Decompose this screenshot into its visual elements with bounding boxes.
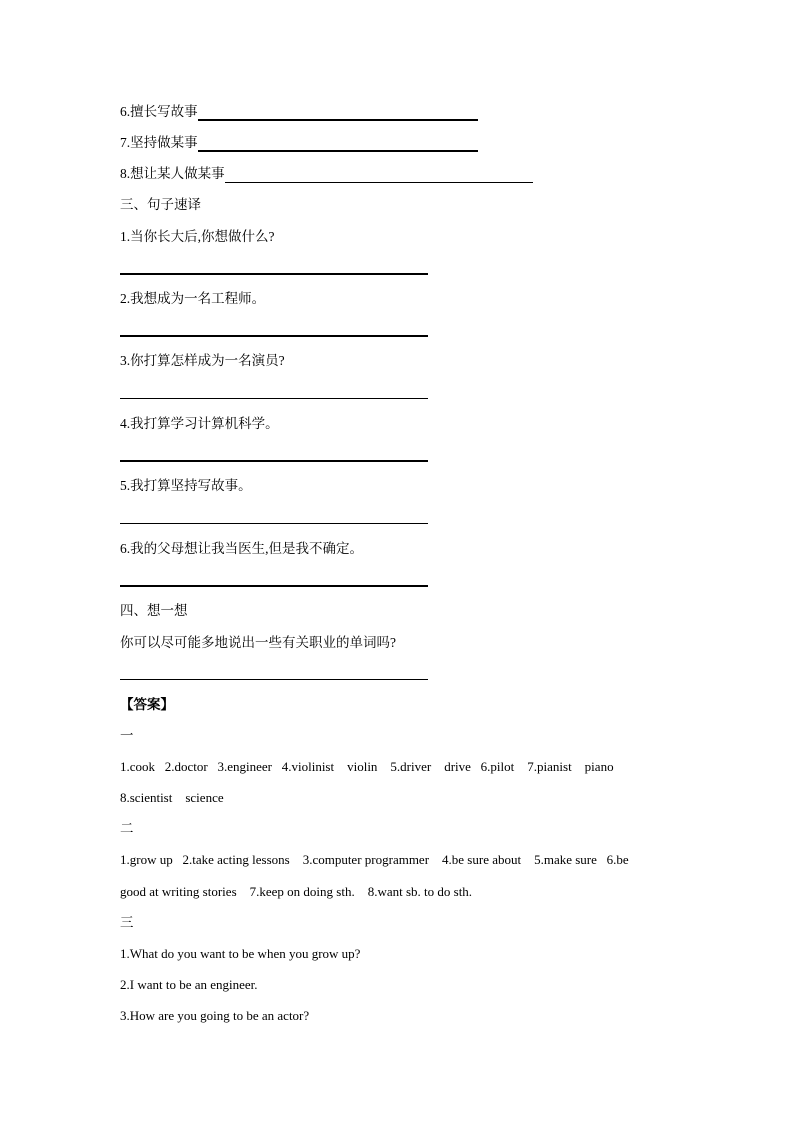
- question-3: 3.你打算怎样成为一名演员?: [120, 353, 285, 368]
- answers-line: 1.grow up 2.take acting lessons 3.computer programmer 4.be sure about 5.make sure 6.be: [120, 852, 629, 867]
- answers-line: 3.How are you going to be an actor?: [120, 1008, 310, 1023]
- answers-line: 8.scientist science: [120, 790, 224, 805]
- answers-part-label: 一: [120, 728, 134, 743]
- answer-blank[interactable]: [198, 105, 478, 121]
- answers-part-label: 二: [120, 821, 134, 836]
- answers-heading: 【答案】: [120, 697, 174, 712]
- section-heading: 三、句子速译: [120, 197, 201, 212]
- phrase-text: 8.想让某人做某事: [120, 166, 225, 181]
- question-6: 6.我的父母想让我当医生,但是我不确定。: [120, 541, 363, 556]
- question-5: 5.我打算坚持写故事。: [120, 478, 252, 493]
- phrase-item-7: [120, 134, 478, 152]
- answers-part-label: 三: [120, 915, 134, 930]
- question-2: 2.我想成为一名工程师。: [120, 291, 266, 306]
- question-4: 4.我打算学习计算机科学。: [120, 416, 279, 431]
- answers-line: 1.cook 2.doctor 3.engineer 4.violinist violin 5.driver drive 6.pilot 7.pianist piano: [120, 759, 614, 774]
- phrase-item-8: [120, 165, 533, 183]
- answers-line: 2.I want to be an engineer.: [120, 977, 258, 992]
- answer-blank[interactable]: [225, 168, 533, 183]
- answer-line-1[interactable]: [120, 273, 428, 275]
- phrase-text: 6.擅长写故事: [120, 104, 198, 119]
- question-1: 1.当你长大后,你想做什么?: [120, 229, 275, 244]
- section-heading: 四、想一想: [120, 603, 188, 618]
- phrase-text: 7.坚持做某事: [120, 135, 198, 150]
- answer-line-3[interactable]: [120, 398, 428, 399]
- answer-line-4[interactable]: [120, 460, 428, 462]
- answer-blank[interactable]: [198, 136, 478, 152]
- answer-line-2[interactable]: [120, 335, 428, 337]
- answer-line-5[interactable]: [120, 523, 428, 524]
- answer-line-section4[interactable]: [120, 679, 428, 680]
- answers-line: 1.What do you want to be when you grow up?: [120, 946, 361, 961]
- section4-question: 你可以尽可能多地说出一些有关职业的单词吗?: [120, 635, 396, 650]
- answers-line: good at writing stories 7.keep on doing sth. 8.want sb. to do sth.: [120, 884, 473, 899]
- phrase-item-6: [120, 103, 478, 121]
- answer-line-6[interactable]: [120, 585, 428, 587]
